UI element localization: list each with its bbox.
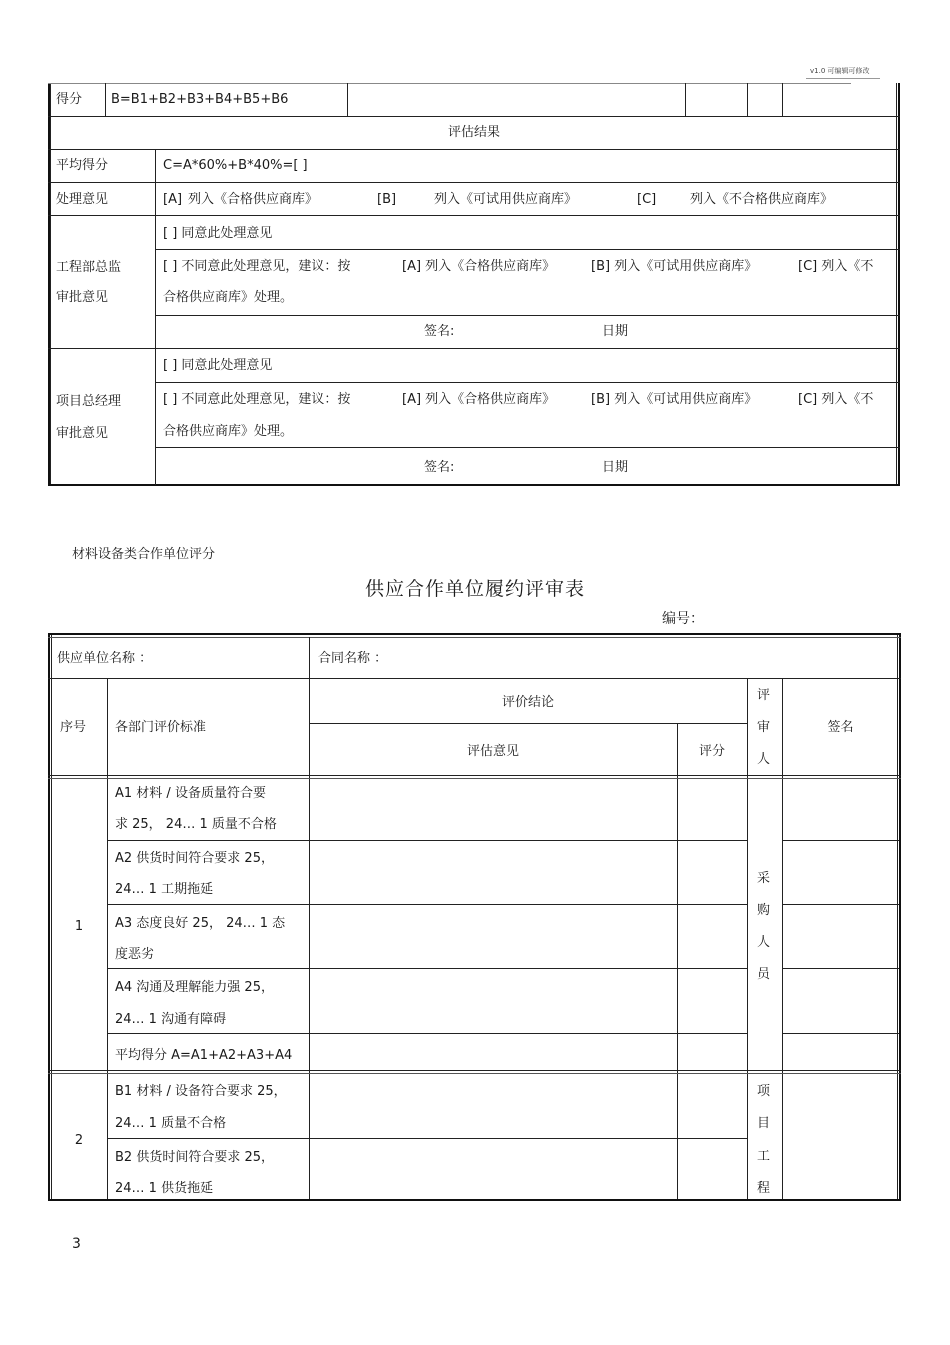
handling-a-text: 列入《合格供应商库》 <box>188 192 319 207</box>
engineering-date-label: 日期 <box>602 324 629 339</box>
header-note: v1.0 可编辑可修改 <box>810 67 870 75</box>
engineering-sign-label: 签名: <box>424 324 455 339</box>
group1-reviewer-4: 员 <box>757 967 771 982</box>
col-reviewer-1: 评 <box>757 688 771 703</box>
handling-c-text: 列入《不合格供应商库》 <box>690 192 834 207</box>
engineering-label-2: 审批意见 <box>56 290 109 305</box>
criteria-b2-line2: 24… 1 供货拖延 <box>115 1181 214 1196</box>
criteria-a4-line1: A4 沟通及理解能力强 25， <box>115 980 274 995</box>
supplier-name-label: 供应单位名称 ： <box>57 651 153 666</box>
criteria-a1-line2: 求 25， 24… 1 质量不合格 <box>115 817 277 832</box>
group2-reviewer-3: 工 <box>757 1149 771 1164</box>
engineering-label-1: 工程部总监 <box>56 260 122 275</box>
project-disagree-option[interactable]: [ ] 不同意此处理意见，建议：按 <box>163 392 351 407</box>
handling-c-code: [C] <box>637 192 657 207</box>
col-signature-header: 签名 <box>827 720 854 735</box>
project-label-1: 项目总经理 <box>56 394 122 409</box>
criteria-a2-line1: A2 供货时间符合要求 25， <box>115 851 274 866</box>
avg-score-formula: C=A*60%+B*40%=[ ] <box>163 158 308 173</box>
handling-b-text: 列入《可试用供应商库》 <box>434 192 578 207</box>
engineering-option-b: [B] 列入《可试用供应商库》 <box>591 259 758 274</box>
engineering-option-a: [A] 列入《合格供应商库》 <box>402 259 556 274</box>
eval-result-header: 评估结果 <box>447 125 500 140</box>
group1-seq: 1 <box>74 919 84 934</box>
contract-name-label: 合同名称 ： <box>318 651 388 666</box>
criteria-b1-line1: B1 材料 / 设备符合要求 25， <box>115 1084 287 1099</box>
group1-reviewer-2: 购 <box>757 903 771 918</box>
col-reviewer-3: 人 <box>757 752 771 767</box>
form-title: 供应合作单位履约评审表 <box>364 578 585 600</box>
engineering-disagree-line2: 合格供应商库》处理。 <box>163 290 294 305</box>
header-rule <box>806 78 880 79</box>
score-label: 得分 <box>56 92 83 107</box>
group1-average: 平均得分 A=A1+A2+A3+A4 <box>115 1048 293 1063</box>
handling-a-code: [A] <box>163 192 183 207</box>
criteria-a4-line2: 24… 1 沟通有障碍 <box>115 1012 227 1027</box>
handling-label: 处理意见 <box>56 192 109 207</box>
group2-reviewer-1: 项 <box>757 1084 771 1099</box>
section-label: 材料设备类合作单位评分 <box>72 547 216 562</box>
col-seq-header: 序号 <box>60 720 87 735</box>
group2-reviewer-4: 程 <box>757 1181 771 1196</box>
score-formula: B=B1+B2+B3+B4+B5+B6 <box>111 92 289 107</box>
criteria-a3-line1: A3 态度良好 25， 24… 1 态 <box>115 916 286 931</box>
criteria-b2-line1: B2 供货时间符合要求 25， <box>115 1150 274 1165</box>
engineering-agree-option[interactable]: [ ] 同意此处理意见 <box>163 226 273 241</box>
project-agree-option[interactable]: [ ] 同意此处理意见 <box>163 358 273 373</box>
col-criteria-header: 各部门评价标准 <box>115 720 207 735</box>
group1-reviewer-3: 人 <box>757 935 771 950</box>
project-label-2: 审批意见 <box>56 426 109 441</box>
form-number-label: 编号： <box>662 611 704 627</box>
col-opinion-header: 评估意见 <box>466 744 519 759</box>
engineering-disagree-option[interactable]: [ ] 不同意此处理意见，建议：按 <box>163 259 351 274</box>
engineering-option-c: [C] 列入《不 <box>798 259 874 274</box>
project-disagree-line2: 合格供应商库》处理。 <box>163 424 294 439</box>
group2-seq: 2 <box>74 1133 84 1148</box>
project-option-a: [A] 列入《合格供应商库》 <box>402 392 556 407</box>
page-number: 3 <box>72 1236 81 1252</box>
col-conclusion-header: 评价结论 <box>501 695 554 710</box>
criteria-a2-line2: 24… 1 工期拖延 <box>115 882 214 897</box>
criteria-a1-line1: A1 材料 / 设备质量符合要 <box>115 786 266 801</box>
project-option-b: [B] 列入《可试用供应商库》 <box>591 392 758 407</box>
col-reviewer-2: 审 <box>757 720 771 735</box>
col-score-header: 评分 <box>698 744 725 759</box>
criteria-a3-line2: 度恶劣 <box>115 947 155 962</box>
criteria-b1-line2: 24… 1 质量不合格 <box>115 1116 227 1131</box>
group2-reviewer-2: 目 <box>757 1116 771 1131</box>
project-date-label: 日期 <box>602 460 629 475</box>
project-option-c: [C] 列入《不 <box>798 392 874 407</box>
avg-score-label: 平均得分 <box>56 158 109 173</box>
project-sign-label: 签名: <box>424 460 455 475</box>
handling-b-code: [B] <box>377 192 397 207</box>
group1-reviewer-1: 采 <box>757 871 771 886</box>
